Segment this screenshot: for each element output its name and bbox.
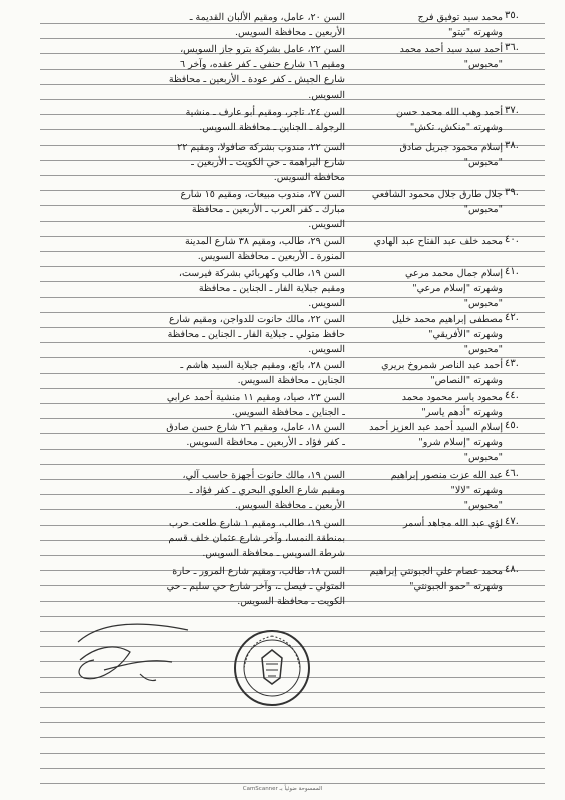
- name-line: "محبوس": [463, 500, 503, 511]
- name-line: إسلام محمود جبريل صادق: [399, 142, 503, 153]
- entry-number: ٤٨.: [505, 564, 519, 575]
- defendant-details: [35, 516, 345, 562]
- defendant-name: [353, 468, 503, 513]
- defendant-name: [353, 140, 503, 170]
- details-line: الأربعين ـ محافظة السويس.: [234, 500, 345, 512]
- defendant-name: [353, 266, 503, 311]
- details-line: حافظ متولي ـ جبلاية الفار ـ الجناين ـ محافظة: [167, 329, 345, 341]
- entry-number: ٣٨.: [505, 140, 519, 151]
- details-line: السويس.: [308, 89, 345, 101]
- ruled-line: [40, 753, 545, 754]
- official-seal: [232, 628, 312, 708]
- name-line: "محبوس": [463, 204, 503, 215]
- details-line: شرطة السويس ـ محافظة السويس.: [202, 548, 345, 560]
- entry-number: ٤٤.: [505, 390, 519, 401]
- name-line: "محبوس": [463, 452, 503, 463]
- name-line: محمد خلف عبد الفتاح عبد الهادي: [373, 236, 503, 247]
- name-line: وشهرته "إسلام مرعي": [412, 283, 503, 294]
- entry-number: ٣٦.: [505, 42, 519, 53]
- details-line: شارع الجيش ـ كفر عودة ـ الأربعين ـ محافظة: [168, 74, 345, 86]
- name-line: وشهرته "النصاص": [430, 375, 503, 386]
- details-line: السن ١٩، مالك حانوت أجهزة حاسب آلي،: [182, 470, 345, 481]
- name-line: أحمد وهب الله محمد حسن: [395, 107, 503, 118]
- defendant-details: [35, 42, 345, 103]
- details-line: السن ٢٧، مندوب مبيعات، ومقيم ١٥ شارع: [180, 189, 345, 200]
- details-line: ومقيم جبلاية الفار ـ الجناين ـ محافظة: [198, 283, 345, 295]
- name-line: "محبوس": [463, 344, 503, 355]
- name-line: لؤي عبد الله مجاهد أسمر: [402, 518, 503, 529]
- defendant-details: [35, 390, 345, 420]
- entry-number: ٤١.: [505, 266, 519, 277]
- entry-number: ٣٩.: [505, 187, 519, 198]
- defendant-name: [353, 42, 503, 72]
- defendant-name: [353, 420, 503, 465]
- details-line: السويس.: [308, 219, 345, 231]
- entry-number: ٤٧.: [505, 516, 519, 527]
- entry-number: ٤٠.: [505, 234, 519, 245]
- defendant-details: [35, 468, 345, 514]
- ruled-line: [40, 768, 545, 769]
- defendant-details: [35, 140, 345, 186]
- defendant-name: [353, 564, 503, 594]
- details-line: المتولي ـ فيصل ـ، وآخر شارع حي سليم ـ حي: [166, 581, 345, 593]
- name-line: "محبوس": [463, 157, 503, 168]
- entry-number: ٣٥.: [505, 10, 519, 21]
- name-line: جلال طارق جلال محمود الشافعي: [371, 189, 503, 200]
- defendant-name: [353, 390, 503, 420]
- details-line: مبارك ـ كفر العرب ـ الأربعين ـ محافظة: [191, 204, 345, 216]
- name-line: وشهرته "منكش، تكش": [409, 122, 503, 133]
- defendant-details: [35, 312, 345, 358]
- name-line: وشهرته "حمو الجبونتي": [409, 581, 503, 592]
- details-line: ـ الجناين ـ محافظة السويس.: [231, 407, 345, 419]
- defendant-details: [35, 564, 345, 610]
- name-line: إسلام جمال محمد مرعي: [405, 268, 503, 279]
- name-line: "محبوس": [463, 298, 503, 309]
- details-line: السن ١٨، طالب، ومقيم شارع المرور ـ حارة: [172, 566, 345, 577]
- name-line: إسلام السيد أحمد عبد العزيز أحمد: [369, 422, 503, 433]
- name-line: أحمد عبد الناصر شمروخ بريري: [381, 360, 503, 371]
- entry-number: ٤٦.: [505, 468, 519, 479]
- entry-number: ٣٧.: [505, 105, 519, 116]
- details-line: السن ١٩، طالب، ومقيم ١ شارع طلعت حرب: [169, 518, 345, 529]
- defendant-details: [35, 10, 345, 40]
- name-line: وشهرته "الأفريقي": [428, 329, 503, 340]
- details-line: السن ٢٠، عامل، ومقيم الألبان القديمة ـ: [189, 12, 345, 23]
- details-line: ـ كفر فؤاد ـ الأربعين ـ محافظة السويس.: [186, 437, 345, 449]
- defendant-name: [353, 358, 503, 388]
- defendant-details: [35, 358, 345, 388]
- name-line: عبد الله عزت منصور إبراهيم: [390, 470, 503, 481]
- details-line: السن ١٨، عامل، ومقيم ٢٦ شارع حسن صادق: [166, 422, 345, 433]
- details-line: السن ٢٤، تاجر، ومقيم أبو عارف ـ منشية: [185, 107, 345, 118]
- ruled-line: [40, 722, 545, 723]
- details-line: السن ٢٢، عامل بشركة بترو جاز السويس،: [180, 44, 345, 55]
- name-line: وشهرته "لالا": [450, 485, 503, 496]
- details-line: السن ٢٩، طالب، ومقيم ٣٨ شارع المدينة: [184, 236, 345, 247]
- name-line: وشهرته "أدهم ياسر": [421, 407, 503, 418]
- defendant-details: [35, 420, 345, 450]
- defendant-name: [353, 105, 503, 135]
- entry-number: ٤٥.: [505, 420, 519, 431]
- details-line: السويس.: [308, 344, 345, 356]
- name-line: وشهرته "إسلام شرو": [418, 437, 503, 448]
- defendant-name: [353, 234, 503, 249]
- entry-number: ٤٢.: [505, 312, 519, 323]
- defendant-details: [35, 187, 345, 233]
- defendant-details: [35, 234, 345, 264]
- details-line: المنورة ـ الأربعين ـ محافظة السويس.: [197, 251, 345, 263]
- details-line: السن ٢٢، مالك حانوت للدواجن، ومقيم شارع: [168, 314, 345, 325]
- details-line: السن ٢٨، بائع، ومقيم جبلاية السيد هاشم ـ: [180, 360, 345, 371]
- details-line: ومقيم ١٦ شارع حنفي ـ كفر عقده، وآخر ٦: [180, 59, 345, 71]
- name-line: محمد عصام علي الجبونتي إبراهيم: [369, 566, 503, 577]
- name-line: محمد سيد توفيق فرج: [417, 12, 503, 23]
- details-line: السن ١٩، طالب وكهربائي بشركة فيرست،: [178, 268, 345, 279]
- name-line: محمود ياسر محمود محمد: [401, 392, 503, 403]
- name-line: وشهرته "تيتو": [448, 27, 503, 38]
- defendant-name: [353, 10, 503, 40]
- name-line: أحمد سيد سيد أحمد محمد: [399, 44, 503, 55]
- details-line: السويس.: [308, 298, 345, 310]
- signature: [70, 612, 200, 690]
- details-line: ومقيم شارع العلوي البحري ـ كفر فؤاد ـ: [189, 485, 345, 497]
- details-line: الكويت ـ محافظة السويس.: [237, 596, 345, 608]
- details-line: الرجولة ـ الجناين ـ محافظة السويس.: [199, 122, 345, 134]
- details-line: الجناين ـ محافظة السويس.: [237, 375, 345, 387]
- entry-number: ٤٣.: [505, 358, 519, 369]
- details-line: السن ٢٢، مندوب بشركة صافولا، ومقيم ٢٢: [177, 142, 345, 153]
- details-line: محافظة السويس.: [273, 172, 345, 184]
- defendant-name: [353, 187, 503, 217]
- name-line: "محبوس": [463, 59, 503, 70]
- ruled-line: [40, 783, 545, 784]
- defendant-details: [35, 105, 345, 135]
- details-line: بمنطقة النمسا، وآخر شارع عثمان خلف قسم: [168, 533, 345, 545]
- details-line: شارع البراهمة ـ حي الكويت ـ الأربعين ـ: [191, 157, 345, 169]
- defendant-details: [35, 266, 345, 312]
- details-line: السن ٢٣، صياد، ومقيم ١١ منشية أحمد عرابي: [166, 392, 345, 403]
- defendant-name: [353, 516, 503, 531]
- ruled-line: [40, 737, 545, 738]
- scanner-footer: الممسوحة ضوئياً بـ CamScanner: [242, 786, 323, 792]
- details-line: الأربعين ـ محافظة السويس.: [234, 27, 345, 39]
- defendant-name: [353, 312, 503, 357]
- name-line: مصطفى إبراهيم محمد خليل: [391, 314, 503, 325]
